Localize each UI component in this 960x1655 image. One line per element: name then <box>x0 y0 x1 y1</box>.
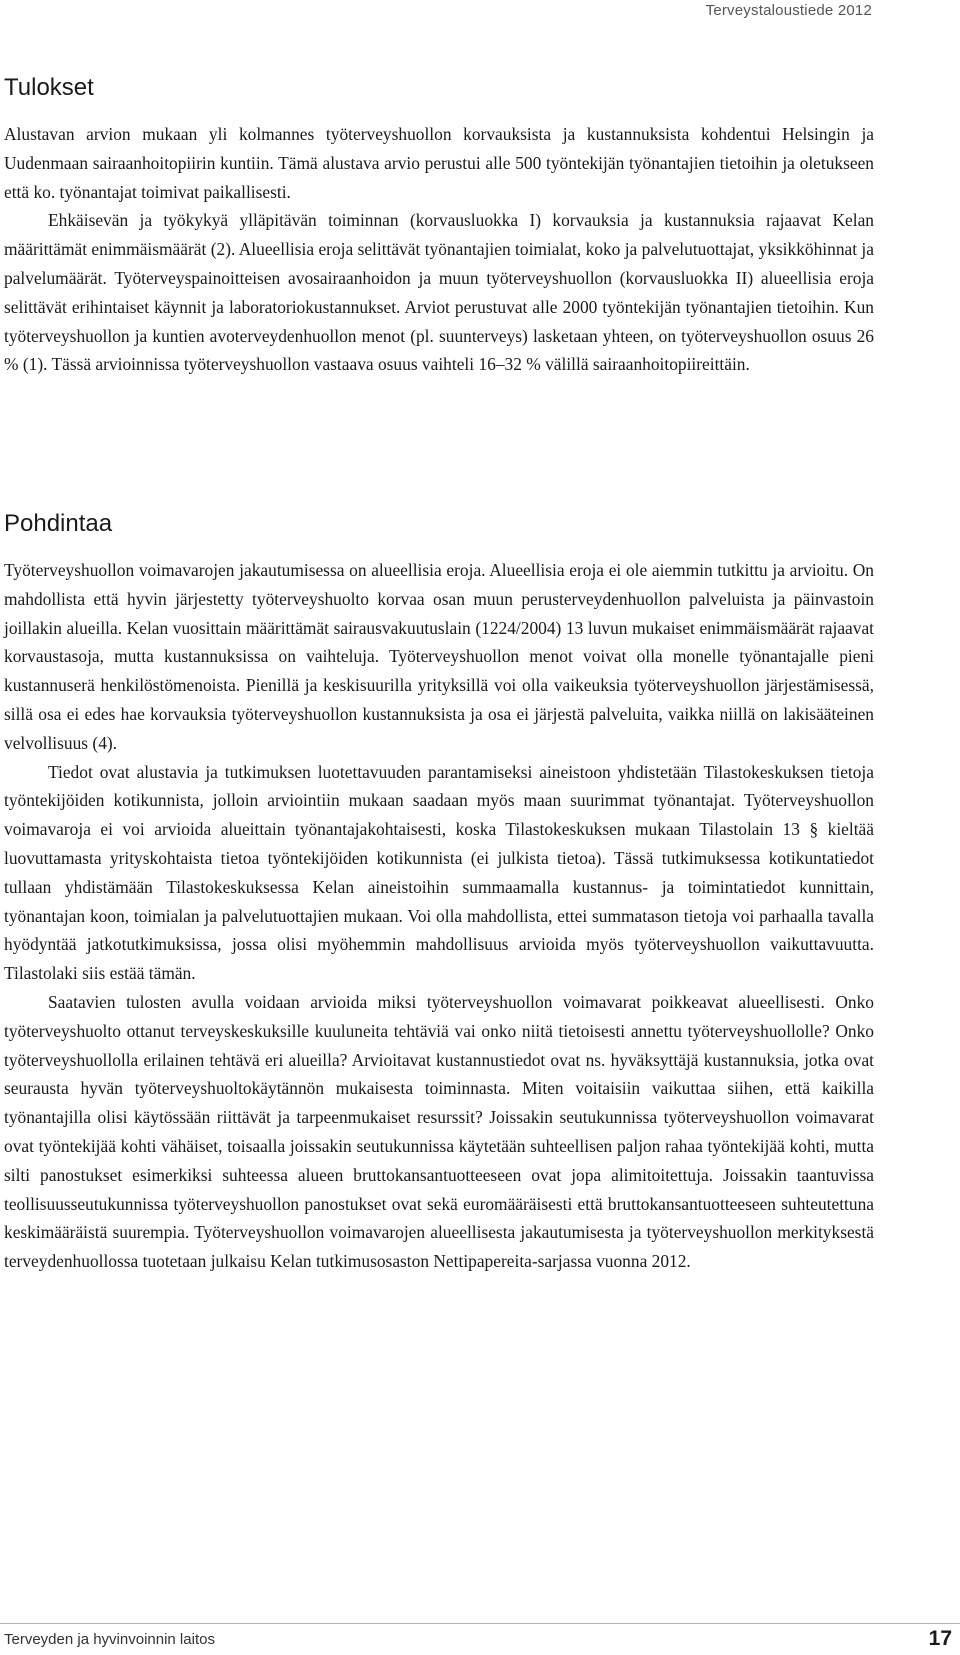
section-heading-tulokset: Tulokset <box>4 74 94 101</box>
section-heading-pohdintaa: Pohdintaa <box>4 510 113 537</box>
pohdintaa-paragraph-3: Saatavien tulosten avulla voidaan arvioida miksi työterveyshuollon voimavarat poikkeavat alueellisesti. Onko työterveyshuolto ottanut terveyskeskuksille kuuluneita tehtäviä vai onko niitä tietoisesti annettu työterveyshuollolle? Onko työterveyshuollolla erilainen tehtävä eri alueilla? Arvioitavat kustannustiedot ovat ns. hyväksyttäjä kustannuksia, jotka ovat seurausta hyvän työterveyshuoltokäytännön mukaisesta toiminnasta. Miten voitaisiin vaikuttaa siihen, että kaikilla työnantajilla olisi käytössään riittävät ja tarpeenmukaiset resurssit? Joissakin seutukunnissa työterveyshuollon voimavarat ovat työntekijää kohti vähäiset, toisaalla joissakin seutukunnissa käytetään suhteellisen paljon rahaa työntekijää kohti, mutta silti panostukset esimerkiksi suhteessa alueen bruttokansantuotteeseen ovat jopa alimitoitettuja. Joissakin taantuvissa teollisuusseutukunnissa työterveyshuollon panostukset ovat sekä euromääräisesti että bruttokansantuotteeseen suhteutettuna keskimääräistä suurempia. Työterveyshuollon voimavarojen alueellisesta jakautumisesta ja työterveyshuollon merkityksestä terveydenhuollossa tuotetaan julkaisu Kelan tutkimusosaston Nettipapereita-sarjassa vuonna 2012. <box>4 991 874 1272</box>
tulokset-paragraph-1: Alustavan arvion mukaan yli kolmannes työterveyshuollon korvauksista ja kustannuksista kohdentui Helsingin ja Uudenmaan sairaanhoitopiirin kuntiin. Tämä alustava arvio perustui alle 500 työntekijän työnantajien tietoihin ja oletukseen että ko. työnantajat toimivat paikallisesti. <box>4 124 874 202</box>
tulokset-paragraph-2: Ehkäisevän ja työkykyä ylläpitävän toiminnan (korvausluokka I) korvauksia ja kustannuksia rajaavat Kelan määrittämät enimmäismäärät (2). Alueellisia eroja selittävät työnantajien toimialat, koko ja palvelutuottajat, yksikköhinnat ja palvelumäärät. Työterveyspainoitteisen avosairaanhoidon ja muun työterveyshuollon (korvausluokka II) alueellisia eroja selittävät erihintaiset käynnit ja laboratoriokustannukset. Arviot perustuvat alle 2000 työntekijän työnantajien tietoihin. Kun työterveyshuollon ja kuntien avoterveydenhuollon menot (pl. suunterveys) lasketaan yhteen, on työterveyshuollon osuus 26 % (1). Tässä arvioinnissa työterveyshuollon vastaava osuus vaihteli 16–32 % välillä sairaanhoitopiireittäin. <box>4 210 874 375</box>
footer-organization: Terveyden ja hyvinvoinnin laitos <box>4 1631 215 1648</box>
page-number: 17 <box>928 1627 952 1650</box>
pohdintaa-paragraph-2: Tiedot ovat alustavia ja tutkimuksen luotettavuuden parantamiseksi aineistoon yhdistetään Tilastokeskuksen tietoja työntekijöiden kotikunnista, jolloin arviointiin mukaan saadaan myös maan suurimmat työnantajat. Työterveyshuollon voimavaroja ei voi arvioida alueittain työnantajakohtaisesti, koska Tilastokeskuksen mukaan Tilastolain 13 § kieltää luovuttamasta yrityskohtaista tietoa työntekijöiden kotikunnista (ei julkista tietoa). Tässä tutkimuksessa kotikuntatiedot tullaan yhdistämään Tilastokeskuksessa Kelan aineistoihin summaamalla kustannus- ja toimintatiedot kunnittain, työnantajan koon, toimialan ja palvelutuottajien mukaan. Voi olla mahdollista, ettei summatason tietoja voi parhaalla tavalla hyödyntää jatkotutkimuksissa, jossa olisi myöhemmin mahdollisuus arvioida myös työterveyshuollon vaikuttavuutta. Tilastolaki siis estää tämän. <box>4 761 874 984</box>
pohdintaa-paragraph-1: Työterveyshuollon voimavarojen jakautumisessa on alueellisia eroja. Alueellisia eroja ei ole aiemmin tutkittu ja arvioitu. On mahdollista että hyvin järjestetty työterveyshuolto korvaa osan muun perusterveydenhuollon palveluista ja päinvastoin joillakin alueilla. Kelan vuosittain määrittämät sairausvakuutuslain (1224/2004) 13 luvun mukaiset enimmäismäärät rajaavat korvaustasoja, mutta kustannuksissa on vaihteluja. Työterveyshuollon menot voivat olla monelle työnantajalle pieni kustannuserä henkilöstömenoista. Pienillä ja keskisuurilla yrityksillä voi olla vaikeuksia työterveyshuollon järjestämisessä, sillä osa ei edes hae korvauksia työterveyshuollon kustannuksista ja osa ei järjestä palveluita, vaikka niillä on lakisääteinen velvollisuus (4). <box>4 560 874 753</box>
pohdintaa-body <box>4 556 874 1276</box>
footer-divider <box>0 1623 960 1624</box>
running-head: Terveystaloustiede 2012 <box>705 2 872 19</box>
tulokset-body <box>4 120 874 379</box>
